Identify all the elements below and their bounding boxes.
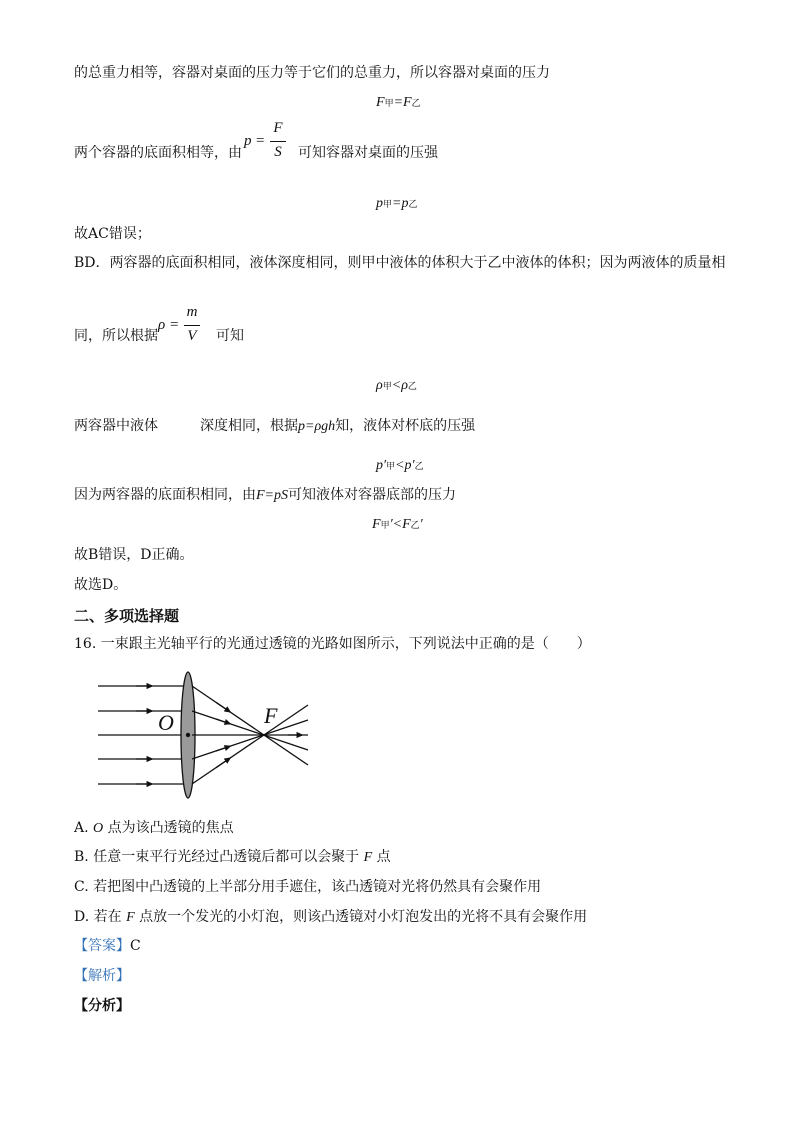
equation-4: p′甲<p′乙 xyxy=(376,458,424,473)
analysis-label: 【解析】 xyxy=(74,968,130,984)
equation-2: p甲=p乙 xyxy=(376,196,418,211)
text-line-1: 的总重力相等，容器对桌面的压力等于它们的总重力，所以容器对桌面的压力 xyxy=(74,65,550,81)
equation-3: ρ甲<ρ乙 xyxy=(376,378,417,393)
optical-center xyxy=(186,733,190,737)
text-line-2: 两个容器的底面积相等，由 可知容器对桌面的压强 xyxy=(74,145,438,161)
text-line-4: BD．两容器的底面积相同，液体深度相同，则甲中液体的体积大于乙中液体的体积；因为两液体的质量相 xyxy=(74,255,726,271)
option-d: D. 若在 F 点放一个发光的小灯泡，则该凸透镜对小灯泡发出的光将不具有会聚作用 xyxy=(74,909,588,925)
lens-ray-diagram xyxy=(96,668,316,804)
text-line-8: 故B错误，D正确。 xyxy=(74,547,194,563)
label-f: F xyxy=(264,703,278,728)
option-a: A. O 点为该凸透镜的焦点 xyxy=(74,820,234,836)
text-line-6: 两容器中液体 深度相同，根据p=ρgh知，液体对杯底的压强 xyxy=(74,418,476,434)
answer-line xyxy=(74,937,141,955)
equation-1: F甲=F乙 xyxy=(376,95,421,110)
fenxi-label: 【分析】 xyxy=(74,998,130,1014)
fraction-pressure: p = F S xyxy=(244,120,300,168)
fraction-density: ρ = m V xyxy=(158,304,216,352)
option-c: C. 若把图中凸透镜的上半部分用手遮住，该凸透镜对光将仍然具有会聚作用 xyxy=(74,879,542,895)
option-b: B. 任意一束平行光经过凸透镜后都可以会聚于 F 点 xyxy=(74,849,391,865)
text-line-9: 故选D。 xyxy=(74,577,128,593)
text-line-3: 故AC错误； xyxy=(74,226,151,242)
section-heading: 二、多项选择题 xyxy=(74,607,180,625)
text-line-7: 因为两容器的底面积相同，由F=pS可知液体对容器底部的压力 xyxy=(74,487,456,503)
answer-value: C xyxy=(130,938,141,954)
question-16: 16. 一束跟主光轴平行的光通过透镜的光路如图所示，下列说法中正确的是（ ） xyxy=(74,636,591,652)
label-o: O xyxy=(158,710,174,735)
answer-label: 【答案】 xyxy=(74,938,130,954)
equation-5: F甲′<F乙′ xyxy=(372,517,423,532)
text-line-5: 同，所以根据 可知 xyxy=(74,328,244,344)
